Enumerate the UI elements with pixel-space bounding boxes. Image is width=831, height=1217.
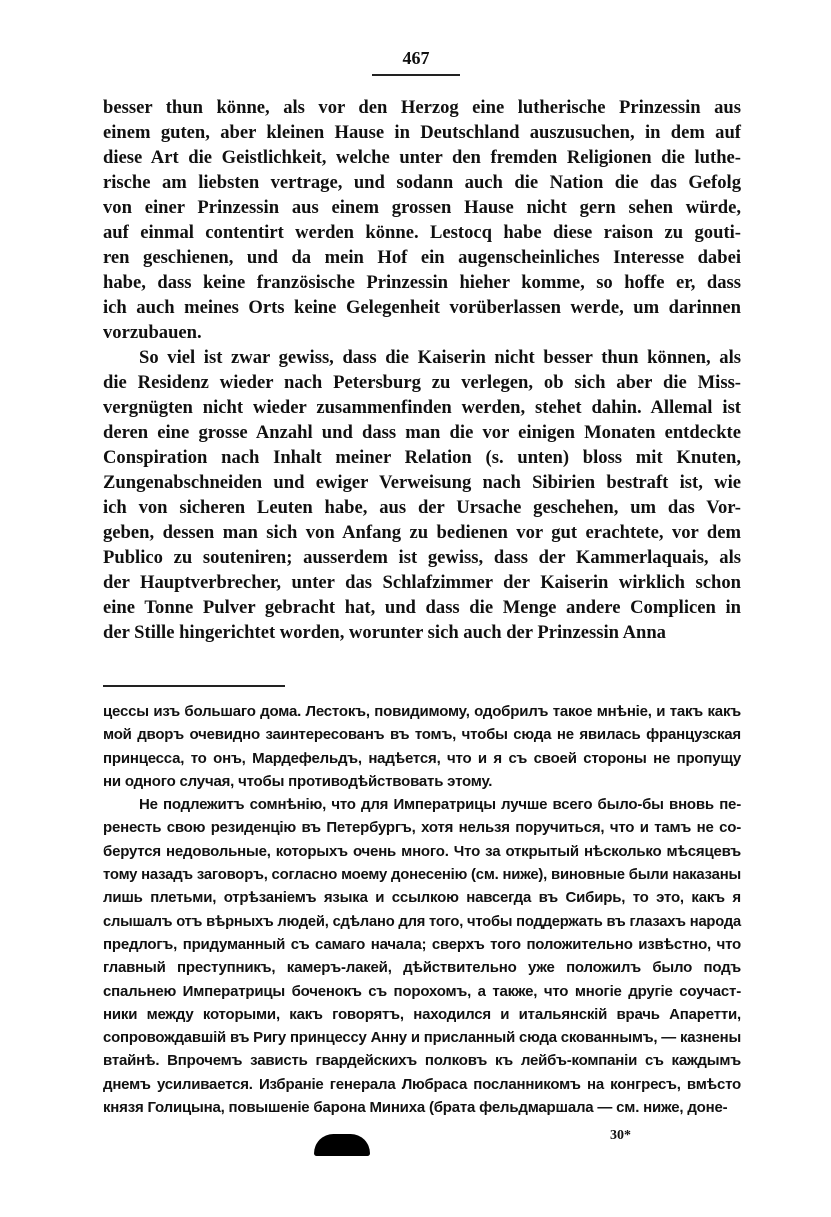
footnote-line: ни одного случая, чтобы противодѣйствовать этому. bbox=[103, 772, 493, 790]
page-number-rule bbox=[372, 74, 460, 76]
text-line: So viel ist zwar gewiss, dass die Kaiserin nicht besser thun können, als bbox=[139, 347, 741, 368]
footnote-line: предлогъ, придуманный съ самаго начала; сверхъ того положительно извѣстно, что bbox=[103, 935, 741, 953]
footnote-line: ники между которыми, какъ говорятъ, находился и итальянскій врачь Апаретти, bbox=[103, 1005, 741, 1023]
text-line: habe, dass keine französische Prinzessin hieher komme, so hoffe er, dass bbox=[103, 272, 741, 293]
footnote-line: принцесса, то онъ, Мардефельдъ, надѣется, что и я съ своей стороны не пропущу bbox=[103, 749, 741, 767]
footnote-rule bbox=[103, 685, 285, 687]
text-line: ich auch meines Orts keine Gelegenheit vorüberlassen werde, um darinnen bbox=[103, 297, 741, 318]
signature-mark: 30* bbox=[610, 1128, 631, 1143]
text-line: rische am liebsten vertrage, und sodann auch die Nation die das Gefolg bbox=[103, 172, 741, 193]
footnote-line: мой дворъ очевидно заинтересованъ въ томъ, чтобы сюда не явилась французская bbox=[103, 726, 741, 744]
text-line: die Residenz wieder nach Petersburg zu verlegen, ob sich aber die Miss- bbox=[103, 372, 741, 393]
text-line: eine Tonne Pulver gebracht hat, und dass die Menge andere Complicen in bbox=[103, 597, 741, 618]
text-line: besser thun könne, als vor den Herzog eine lutherische Prinzessin aus bbox=[103, 97, 741, 118]
text-line: von einer Prinzessin aus einem grossen Hause nicht gern sehen würde, bbox=[103, 197, 741, 218]
page-number: 467 bbox=[402, 48, 430, 68]
text-line: Publico zu souteniren; ausserdem ist gewiss, dass der Kammerlaquais, als bbox=[103, 547, 741, 568]
text-line: vergnügten nicht wieder zusammenfinden werden, stehet dahin. Allemal ist bbox=[103, 397, 741, 418]
footnote-line: слышалъ отъ вѣрныхъ людей, сдѣлано для того, чтобы поддержать въ глазахъ народа bbox=[103, 912, 741, 930]
text-line: geben, dessen man sich von Anfang zu bedienen vor gut erachtete, vor dem bbox=[103, 522, 741, 543]
ink-blot bbox=[314, 1134, 370, 1156]
footnote-line: цессы изъ большаго дома. Лестокъ, повидимому, одобрилъ такое мнѣніе, и такъ какъ bbox=[103, 703, 741, 720]
footnote-line: берутся недовольные, которыхъ очень много. Что за открытый нѣсколько мѣсяцевъ bbox=[103, 842, 741, 860]
footnote-line: князя Голицына, повышеніе барона Миниха (брата фельдмаршала — см. ниже, доне- bbox=[103, 1099, 728, 1117]
footnote-line: сопровождавшій въ Ригу принцессу Анну и присланный сюда скованнымъ, — казнены bbox=[103, 1029, 741, 1047]
text-line: Conspiration nach Inhalt meiner Relation (s. unten) bloss mit Knuten, bbox=[103, 447, 741, 468]
footnote-line: днемъ усиливается. Избраніе генерала Любраса посланникомъ на конгресъ, вмѣсто bbox=[103, 1075, 741, 1093]
text-line: einem guten, aber kleinen Hause in Deutschland auszusuchen, in dem auf bbox=[103, 122, 741, 143]
text-line: der Stille hingerichtet worden, worunter sich auch der Prinzessin Anna bbox=[103, 622, 666, 643]
text-line: ren geschienen, und da mein Hof ein augenscheinliches Interesse dabei bbox=[103, 247, 741, 268]
text-line: auf einmal contentirt werden könne. Lestocq habe diese raison zu gouti- bbox=[103, 222, 741, 243]
footnote-line: спальнею Императрицы боченокъ съ порохомъ, а также, что многіе другіе соучаст- bbox=[103, 982, 741, 1000]
text-line: deren eine grosse Anzahl und dass man die vor einigen Monaten entdeckte bbox=[103, 422, 741, 443]
footnote-line: тому назадъ заговоръ, согласно моему донесенію (см. ниже), виновные были наказаны bbox=[103, 866, 741, 884]
footnote-line: главный преступникъ, камеръ-лакей, дѣйствительно уже положилъ было подъ bbox=[103, 959, 741, 977]
footnote-line: ренесть свою резиденцію въ Петербургъ, хотя нельзя поручиться, что и тамъ не со- bbox=[103, 819, 741, 837]
footnote-text bbox=[103, 700, 741, 1119]
text-line: Zungenabschneiden und ewiger Verweisung nach Sibirien bestraft ist, wie bbox=[103, 472, 741, 493]
footnote-line: Не подлежитъ сомнѣнію, что для Императрицы лучше всего было-бы вновь пе- bbox=[139, 796, 741, 814]
text-line: vorzubauen. bbox=[103, 322, 202, 343]
footnote-line: лишь плетьми, отрѣзаніемъ языка и ссылкою навсегда въ Сибирь, то это, какъ я bbox=[103, 889, 741, 907]
text-line: ich von sicheren Leuten habe, aus der Ursache geschehen, um das Vor- bbox=[103, 497, 741, 518]
text-line: der Hauptverbrecher, unter das Schlafzimmer der Kaiserin wirklich schon bbox=[103, 572, 741, 593]
main-text bbox=[103, 95, 741, 645]
text-line: diese Art die Geistlichkeit, welche unter den fremden Religionen die luthe- bbox=[103, 147, 741, 168]
footnote-line: втайнѣ. Впрочемъ зависть гвардейскихъ полковъ къ лейбъ-компаніи съ каждымъ bbox=[103, 1052, 741, 1070]
